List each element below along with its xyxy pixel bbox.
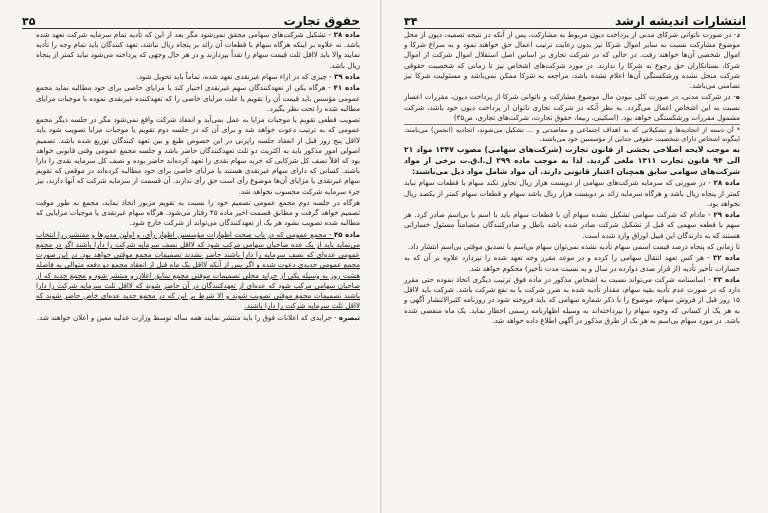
article-label: ماده ۳۸ bbox=[333, 30, 361, 39]
article-label: ماده ۳۳ bbox=[713, 274, 740, 284]
paragraph bbox=[404, 30, 740, 91]
paragraph bbox=[36, 30, 360, 71]
article-text: - هر کس تعهد انتقال سهامی را کرده و در موعد مقرر وجه تعهد شده را نپردازد علاوه بر آن که به خسارات تأخیر تأدیه (از قرار صدی دوازده در سال و به نسبت مدت تأخیر) محکوم خواهد شد. bbox=[404, 253, 740, 273]
item-text: - در صورت ناتوانی شرکای مدنی از پرداخت دیون مربوط به مشارکت، پس از آنکه در نتیجه تصفیه، دیون از محل موضوع مشارکت نسبت به سایر اموال شرکا نیز بدون رعایت ترتیب اعمال حق خواهند نمود و به سراغ شرکا و اموال شخصی آن‌ها خواهند رفت. در حالی که در شرکت تجاری بر اساس اصل استقلال اموال شرکت از اموال شرکا، بستانکاران حق رجوع به شرکا را ندارند. در مورد شرکت‌های اشخاص نیز تا زمانی که شخصیت حقوقی شرکت منحل نشده ورشکستگی آن‌ها اعلام نشده باشد، مراجعه به شرکا ممکن نمی‌باشد و مسئولیت شرکا نیز تضامنی می‌باشد. bbox=[404, 30, 740, 91]
left-page-header bbox=[22, 8, 360, 29]
article-label: ماده ۲۹ bbox=[713, 210, 740, 220]
paragraph bbox=[36, 313, 360, 323]
paragraph bbox=[36, 230, 360, 312]
note-text: - جرایدی که اعلانات فوق را باید منتشر نمایند همه ساله توسط وزارت عدلیه معین و اعلان خواهند شد. bbox=[36, 312, 339, 322]
paragraph bbox=[404, 178, 740, 209]
right-page-body bbox=[404, 30, 740, 326]
article-label: ماده ۲۸ bbox=[713, 178, 740, 188]
paragraph bbox=[36, 72, 360, 82]
article-text: تا زمانی که پنجاه درصد قیمت اسمی سهام تأدیه نشده نمی‌توان سهام بی‌اسم یا تصدیق موقتی بی‌اسم انتشار داد. bbox=[407, 241, 740, 251]
left-running-head: حقوق تجارت bbox=[283, 14, 360, 28]
article-text: - مادام که شرکت سهامی تشکیل نشده سهام آن با قطعات سهام باید با اسم یا بی‌اسم صادر کرد. هر سهم یا قطعه سهمی که قبل از تشکیل شرکت صادر شده باشد باطل و صادرکنندگان متضامناً مسئول خساراتی هستند که به دارندگان این قبیل اوراق وارد شده است. bbox=[404, 210, 740, 240]
article-label: ماده ۳۹ bbox=[333, 72, 360, 81]
note-label: تبصره bbox=[338, 312, 360, 322]
article-text: - چیزی که در ازاء سهام غیرنقدی تعهد شده، تماماً باید تحویل شود. bbox=[136, 72, 334, 81]
article-label: ماده ۴۵ bbox=[333, 229, 360, 239]
article-label: ماده ۴۱ bbox=[333, 83, 361, 93]
right-page-header bbox=[404, 8, 746, 29]
article-text: - تشکیل شرکت‌های سهامی محقق نمی‌شود مگر بعد از این که تأدیه تمام سرمایه شرکت تعهد شده باشد. نه علاوه بر اینکه هرگاه سهام با قطعات آن زائد بر پنجاه ریال نباشد، تعهد کنندگان باید تمام وجه را تأدیه نمایند والا باید لااقل ثلث قیمت سهام را نقداً بپردازند و در هر حال وجهی که پرداخته می‌شود نباید کمتر از پنجاه ریال باشد. bbox=[36, 30, 360, 70]
left-page-number: ۳۵ bbox=[22, 15, 36, 28]
article-text: تصویب قطعی تقویم یا موجبات مزایا به عمل نمی‌آید و انعقاد شرکت واقع نمی‌شود مگر در جلسه دیگر مجمع عمومی که به ترتیب دعوت خواهد شد و برای آن که در جلسه دوم تقویم یا موجبات مزایا تصویب شود باید لااقل پنج روز قبل از انعقاد جلسه راپرتی در این خصوص طبع و بین تعهد کنندگان توزیع شده باشد. تصمیم اصولی امور مذکور باید به اکثریت دو ثلث تعهدکنندگان حاضر باشد و جلسه مجمع عمومی وقتی قانونی خواهد بود که اقلاً نصف کل شرکایی که خرید سهام نقدی را تعهد کرده‌اند حاضر بوده و نصف کل سرمایه نقدی را دارا باشند. کسانی که دارای سهام غیرنقدی هستند یا مزایای خاصی برای خود مطالبه کرده‌اند در موقعی که تقویم سهام غیرنقدی یا مزایای آن‌ها موضوع رأی است حق رأی ندارند. آن قسمت از سرمایه شرکت که آنها دارند، نیز جزء سرمایه شرکت محسوب نخواهد شد. bbox=[36, 115, 360, 196]
article-text: - در صورتی که سرمایه شرکت‌های سهامی از دویست هزار ریال تجاوز نکند سهام یا قطعات سهام نباید کمتر از پنجاه ریال باشد و هرگاه سرمایه زائد بر دویست هزار ریال باشد سهام و قطعات سهام کمتر از یکصد ریال نخواهد بود. bbox=[404, 178, 740, 208]
footnote-text: * آن دسته از اتحادیه‌ها و تشکیلاتی که به اهداف اجتماعی و معاضدتی و ... تشکیل می‌شوند، اتحادیه (انجمن) می‌نامند، اینگونه اشخاص دارای شخصیت حقوقی جدایی از مؤسسین خود می‌باشند. bbox=[404, 126, 740, 144]
paragraph bbox=[404, 210, 740, 241]
item-label: ه bbox=[735, 92, 740, 102]
article-text: - اساسنامه شرکت می‌تواند نسبت به اشخاص مذکور در ماده فوق ترتیب دیگری اتخاذ نموده حتی مقرر دارد که در صورت عدم تأدیه بقیه سهام، مقدار تأدیه شده به ضرر شرکت یا به نفع شرکت باشد. شرکت باید لااقل ۱۵ روز قبل از فروش سهام، موضوع را با ذکر شماره سهامی که باید فروخته شود در روزنامه کثیرالانتشار آگهی و به هر یک از کسانی که وجوه سهام را نپرداخته‌اند به وسیله اظهارنامه رسمی اخطار نماید. یک ماه منقضی شده باشد. در مورد سهام بی‌اسم به هر یک از طرق مذکور در آگهی اطلاع داده خواهد شد. bbox=[404, 274, 740, 325]
item-text: - در شرکت مدنی، در صورت کلی نبودن مال موضوع مشارکت و ناتوانی شرکا از پرداخت دیون، مقررات اعسار نسبت به این اشخاص اعمال می‌گردد. به نظر آنکه در شرکت تجاری ناتوان از پرداخت دیون خود باشد، شرکت مشمول مقررات ورشکستگی خواهد بود. (اسکینی، ربیعا، حقوق تجارت، شرکت‌های تجاری، ص۴۵) bbox=[404, 92, 740, 122]
footnote bbox=[404, 124, 740, 144]
paragraph bbox=[404, 275, 740, 326]
paragraph bbox=[404, 92, 740, 123]
paragraph bbox=[36, 83, 360, 114]
item-label: د bbox=[736, 30, 740, 39]
right-page-number: ۳۴ bbox=[404, 15, 418, 28]
left-page bbox=[0, 0, 382, 513]
paragraph bbox=[36, 115, 360, 197]
article-label: ماده ۳۲ bbox=[712, 253, 740, 263]
right-page bbox=[382, 0, 768, 513]
article-text: - هرگاه یکی از تعهدکنندگان سهم غیرنقدی اختیار کند یا مزایای خاصی برای خود مطالبه نماید مجمع عمومی مؤسس باید قیمت آن را تقویم یا علت مزایای خاصی را که تعهدکننده غیرنقدی نموده با موجبات مزایای مطالبه شده را تحت نظر بگیرد. bbox=[36, 83, 360, 113]
section-title-block: به موجب لایحه اصلاحی بخشی از قانون تجارت (شرکت‌های سهامی) مصوب ۱۳۴۷ مواد ۲۱ الی ۹۴ قانون تجارت ۱۳۱۱ ملغی گردید. لذا به موجب ماده ۲۹۹ ل.ا.ق.ت برخی از مواد شرکت‌های سهامی سابق همچنان اعتبار قانونی دارند. آن مواد شامل مواد ذیل می‌باشند: bbox=[404, 145, 741, 176]
left-page-body bbox=[36, 30, 360, 323]
right-running-head: انتشارات اندیشه ارشد bbox=[615, 14, 746, 28]
article-text: هرگاه در جلسه دوم مجمع عمومی تصمیم خود را نسبت به تقویم مزبور اتخاذ نماید، مجمع به طور موقت تصمیم خواهد گرفت و مطابق قسمت اخیر ماده ۴۵ رفتار می‌شود. هرگاه سهام غیرنقدی یا موجبات مزایایی که مطالبه شده تصویب نشود هر یک از تعهدکنندگان می‌تواند از شرکت خارج شود. bbox=[36, 198, 360, 228]
paragraph bbox=[36, 198, 360, 229]
paragraph bbox=[404, 242, 740, 252]
article-text: - مجمع عمومی که در باب صحت اظهارات مؤسسین اظهار رأی، و اولین مدیرها و مفتشین را انتخاب می‌نماید باید از یک عده صاحبان سهامی مرکب شود که لااقل نصف سرمایه شرکت را دارا باشند اگر در مجمع عمومی عده‌ای که نصف سرمایه را دارا باشند حاضر نشدند تصمیمات مجمع موقتی خواهد بود. در این صورت مجمع عمومی جدیدی دعوت شده و اگر پس از آنکه لااقل یک ماه قبل از انعقاد مجمع دو دفعه متوالی به فاصله هشت روز به وسیله یکی از جراید محلی تصمیمات موقتی مجمع سابق اعلان و منتشر شود و مجمع جدید که از صاحبان سهامی مرکب شود که عده‌ای از تعهدکنندگان در آن حاضر شوند که لااقل ثلث سرمایه شرکت را دارا باشند تصمیمات مجمع موقتی تصویب شوند و الا شرط بر این که در مجمع جدید عده‌ای خاص حاضر شوند که لااقل ثلث سرمایه شرکت را دارا باشند. bbox=[36, 229, 360, 311]
paragraph bbox=[404, 253, 740, 273]
